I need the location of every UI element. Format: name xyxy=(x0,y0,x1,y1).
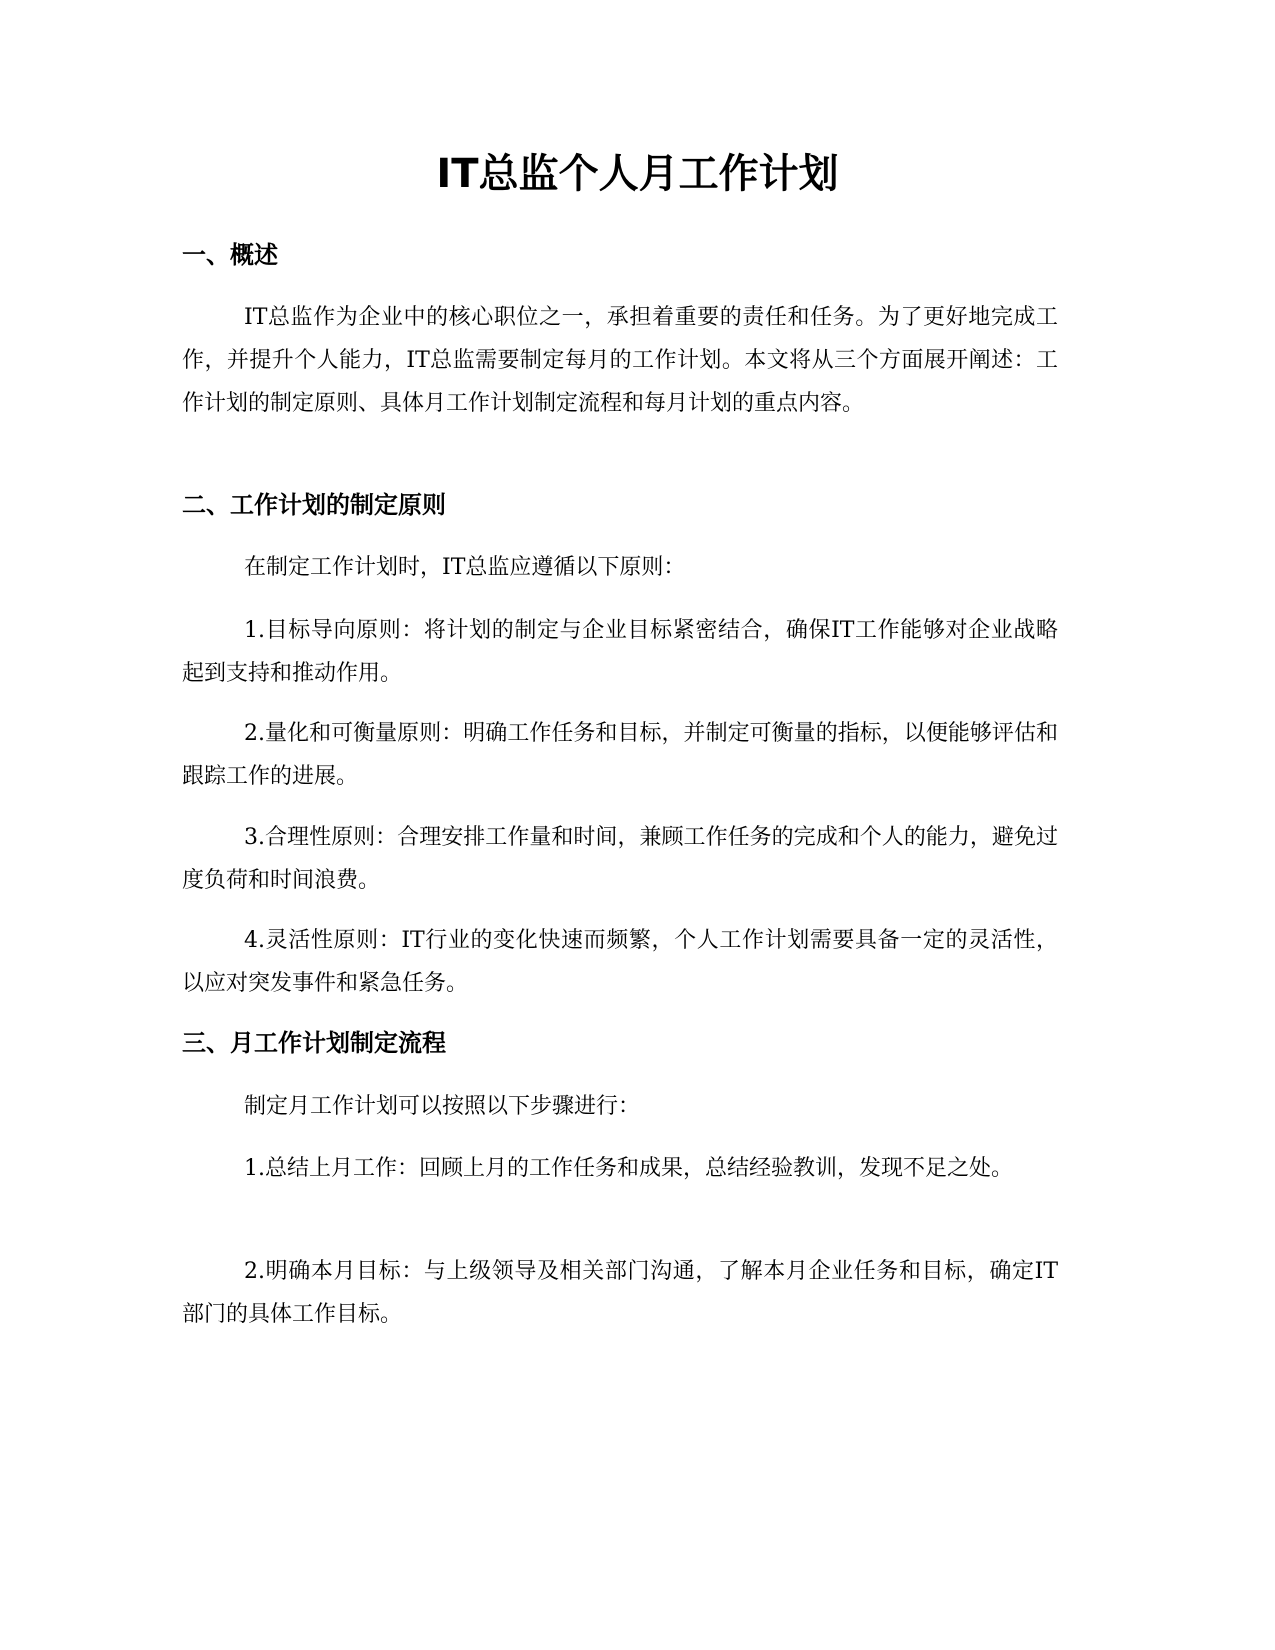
section-heading-principles: 二、工作计划的制定原则 xyxy=(182,491,446,519)
paragraph-overview: IT总监作为企业中的核心职位之一，承担着重要的责任和任务。为了更好地完成工作，并提升个人能力，IT总监需要制定每月的工作计划。本文将从三个方面展开阐述：工作计划的制定原则、具体月工作计划制定流程和每月计划的重点内容。 xyxy=(182,305,1058,416)
paragraph-principle-1: 1.目标导向原则：将计划的制定与企业目标紧密结合，确保IT工作能够对企业战略起到支持和推动作用。 xyxy=(182,618,1058,686)
document-title: IT总监个人月工作计划 xyxy=(436,151,839,197)
paragraph-principles-intro: 在制定工作计划时，IT总监应遵循以下原则： xyxy=(244,555,686,580)
paragraph-process-intro: 制定月工作计划可以按照以下步骤进行： xyxy=(244,1094,641,1119)
paragraph-principle-2: 2.量化和可衡量原则：明确工作任务和目标，并制定可衡量的指标，以便能够评估和跟踪工作的进展。 xyxy=(182,721,1058,789)
paragraph-step-1: 1.总结上月工作：回顾上月的工作任务和成果，总结经验教训，发现不足之处。 xyxy=(244,1156,1013,1181)
paragraph-principle-4: 4.灵活性原则：IT行业的变化快速而频繁，个人工作计划需要具备一定的灵活性，以应对突发事件和紧急任务。 xyxy=(182,928,1058,996)
paragraph-step-2: 2.明确本月目标：与上级领导及相关部门沟通，了解本月企业任务和目标，确定IT部门的具体工作目标。 xyxy=(182,1259,1058,1327)
paragraph-principle-3: 3.合理性原则：合理安排工作量和时间，兼顾工作任务的完成和个人的能力，避免过度负荷和时间浪费。 xyxy=(182,825,1058,893)
section-heading-overview: 一、概述 xyxy=(182,241,278,269)
section-heading-process: 三、月工作计划制定流程 xyxy=(182,1029,446,1057)
